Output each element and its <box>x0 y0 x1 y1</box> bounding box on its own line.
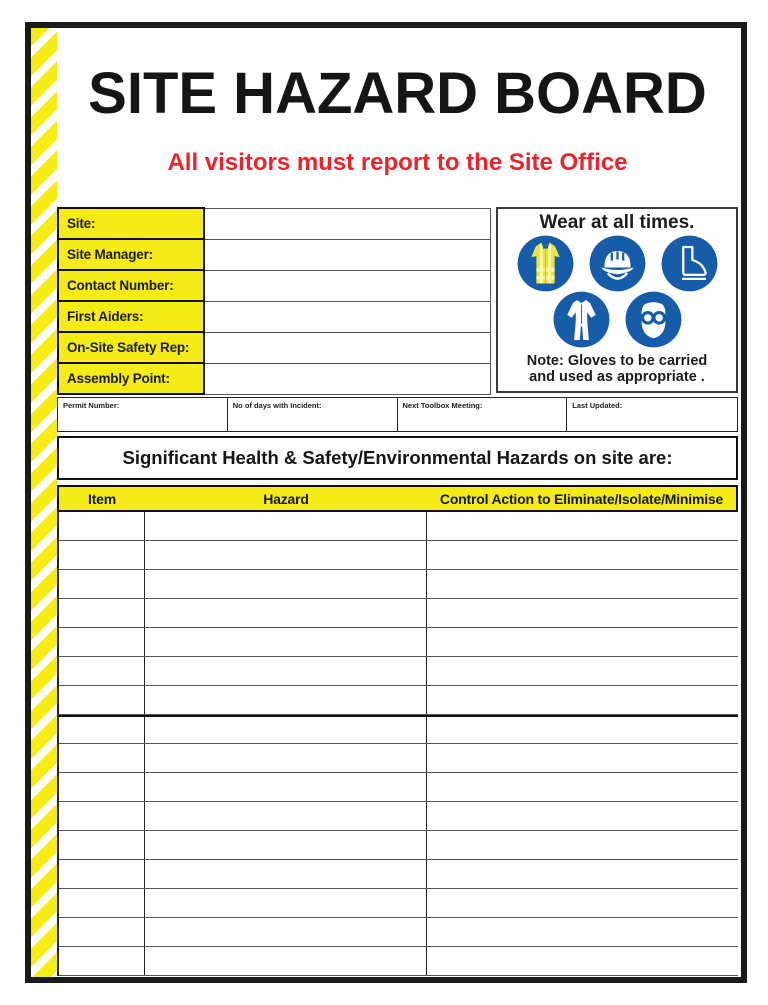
page-title: SITE HAZARD BOARD <box>88 61 707 126</box>
ppe-icon-row-1 <box>498 235 736 292</box>
hazard-cell-item <box>59 744 145 772</box>
hazard-row <box>59 744 738 773</box>
hazard-row <box>59 947 738 976</box>
hazard-cell-item <box>59 717 145 743</box>
info-form-body <box>58 208 491 394</box>
ppe-note-line-2: and used as appropriate . <box>529 369 705 385</box>
meta-field-label: No of days with Incident: <box>232 401 322 410</box>
hazard-cell-hazard <box>145 744 427 772</box>
board-frame <box>25 22 747 983</box>
hi-vis-vest-icon <box>517 235 574 292</box>
info-field-value <box>204 239 491 270</box>
ppe-panel <box>496 207 738 393</box>
coveralls-icon <box>553 291 610 348</box>
hazard-row <box>59 657 738 686</box>
hazard-cell-hazard <box>145 541 427 569</box>
ppe-note-line-1: Note: Gloves to be carried <box>526 353 708 369</box>
hazard-cell-item <box>59 802 145 830</box>
hazard-table-body <box>57 512 738 976</box>
hazard-cell-hazard <box>145 628 427 656</box>
hazard-row <box>59 860 738 889</box>
info-field-value <box>204 301 491 332</box>
hazard-cell-control <box>427 947 738 975</box>
hazard-row <box>59 918 738 947</box>
hazard-cell-item <box>59 889 145 917</box>
hazard-stripe-band <box>31 28 57 977</box>
info-form-row <box>58 363 491 394</box>
hazard-row <box>59 570 738 599</box>
hazard-cell-hazard <box>145 599 427 627</box>
hazard-cell-item <box>59 773 145 801</box>
hazard-row <box>59 831 738 860</box>
meta-field-label: Last Updated: <box>572 401 623 410</box>
hazard-cell-control <box>427 570 738 598</box>
hazard-cell-control <box>427 512 738 540</box>
info-field-label: Site Manager: <box>58 239 204 270</box>
hazard-row <box>59 512 738 541</box>
meta-field-cell <box>567 398 737 431</box>
hazard-cell-item <box>59 686 145 714</box>
hazard-cell-item <box>59 512 145 540</box>
hazard-cell-hazard <box>145 860 427 888</box>
hazard-row <box>59 541 738 570</box>
info-form-row <box>58 270 491 301</box>
site-info-table <box>57 207 491 395</box>
hazard-cell-control <box>427 831 738 859</box>
meta-field-cell <box>398 398 568 431</box>
info-field-label: Site: <box>58 208 204 239</box>
hazard-cell-hazard <box>145 570 427 598</box>
page-subtitle: All visitors must report to the Site Office <box>167 149 628 176</box>
info-form-row <box>58 239 491 270</box>
hazard-cell-hazard <box>145 947 427 975</box>
hazard-column-header: Item <box>88 490 116 507</box>
hazard-column-header: Control Action to Eliminate/Isolate/Minimise <box>439 490 724 507</box>
info-field-value <box>204 208 491 239</box>
meta-field-cell <box>228 398 398 431</box>
hazard-cell-item <box>59 947 145 975</box>
hazard-cell-control <box>427 918 738 946</box>
hazard-row <box>59 628 738 657</box>
info-field-label: On-Site Safety Rep: <box>58 332 204 363</box>
hazard-cell-control <box>427 802 738 830</box>
info-form-row <box>58 332 491 363</box>
info-field-value <box>204 332 491 363</box>
hazard-column-header: Hazard <box>263 490 309 507</box>
meta-field-label: Next Toolbox Meeting: <box>402 401 483 410</box>
hazard-row <box>59 599 738 628</box>
hazard-cell-hazard <box>145 889 427 917</box>
hazard-table-header <box>57 485 738 512</box>
hazard-cell-hazard <box>145 918 427 946</box>
hazard-row <box>59 802 738 831</box>
hazard-cell-control <box>427 889 738 917</box>
hazard-cell-control <box>427 773 738 801</box>
hazard-cell-hazard <box>145 802 427 830</box>
hazard-cell-hazard <box>145 773 427 801</box>
hazard-cell-control <box>427 744 738 772</box>
info-field-value <box>204 270 491 301</box>
ppe-note <box>498 353 736 385</box>
meta-field-label: Permit Number: <box>63 401 120 410</box>
hazard-row <box>59 686 738 715</box>
info-form-row <box>58 301 491 332</box>
hazard-cell-hazard <box>145 831 427 859</box>
hazard-cell-control <box>427 686 738 714</box>
hard-hat-icon <box>589 235 646 292</box>
info-field-label: First Aiders: <box>58 301 204 332</box>
ppe-icon-row-2 <box>498 291 736 348</box>
hazard-cell-control <box>427 717 738 743</box>
info-section <box>57 207 738 395</box>
hazard-cell-item <box>59 599 145 627</box>
hazard-row <box>59 715 738 744</box>
hazard-cell-hazard <box>145 657 427 685</box>
board-content <box>57 28 741 977</box>
hazard-cell-item <box>59 831 145 859</box>
meta-fields-row <box>57 397 738 432</box>
hazard-cell-item <box>59 918 145 946</box>
hazard-section-heading: Significant Health & Safety/Environmental Hazards on site are: <box>57 436 738 480</box>
hazard-cell-item <box>59 860 145 888</box>
hazard-cell-item <box>59 628 145 656</box>
hazard-cell-control <box>427 657 738 685</box>
hazard-cell-control <box>427 860 738 888</box>
hazard-cell-hazard <box>145 512 427 540</box>
info-field-label: Contact Number: <box>58 270 204 301</box>
hazard-cell-item <box>59 570 145 598</box>
hazard-cell-hazard <box>145 686 427 714</box>
hazard-row <box>59 889 738 918</box>
info-field-value <box>204 363 491 394</box>
hazard-cell-item <box>59 657 145 685</box>
meta-field-cell <box>58 398 228 431</box>
safety-goggles-icon <box>625 291 682 348</box>
hazard-cell-control <box>427 628 738 656</box>
safety-boots-icon <box>661 235 718 292</box>
hazard-cell-item <box>59 541 145 569</box>
info-field-label: Assembly Point: <box>58 363 204 394</box>
hazard-cell-hazard <box>145 717 427 743</box>
ppe-panel-title: Wear at all times. <box>539 212 695 233</box>
info-form-row <box>58 208 491 239</box>
hazard-row <box>59 773 738 802</box>
hazard-cell-control <box>427 599 738 627</box>
hazard-cell-control <box>427 541 738 569</box>
